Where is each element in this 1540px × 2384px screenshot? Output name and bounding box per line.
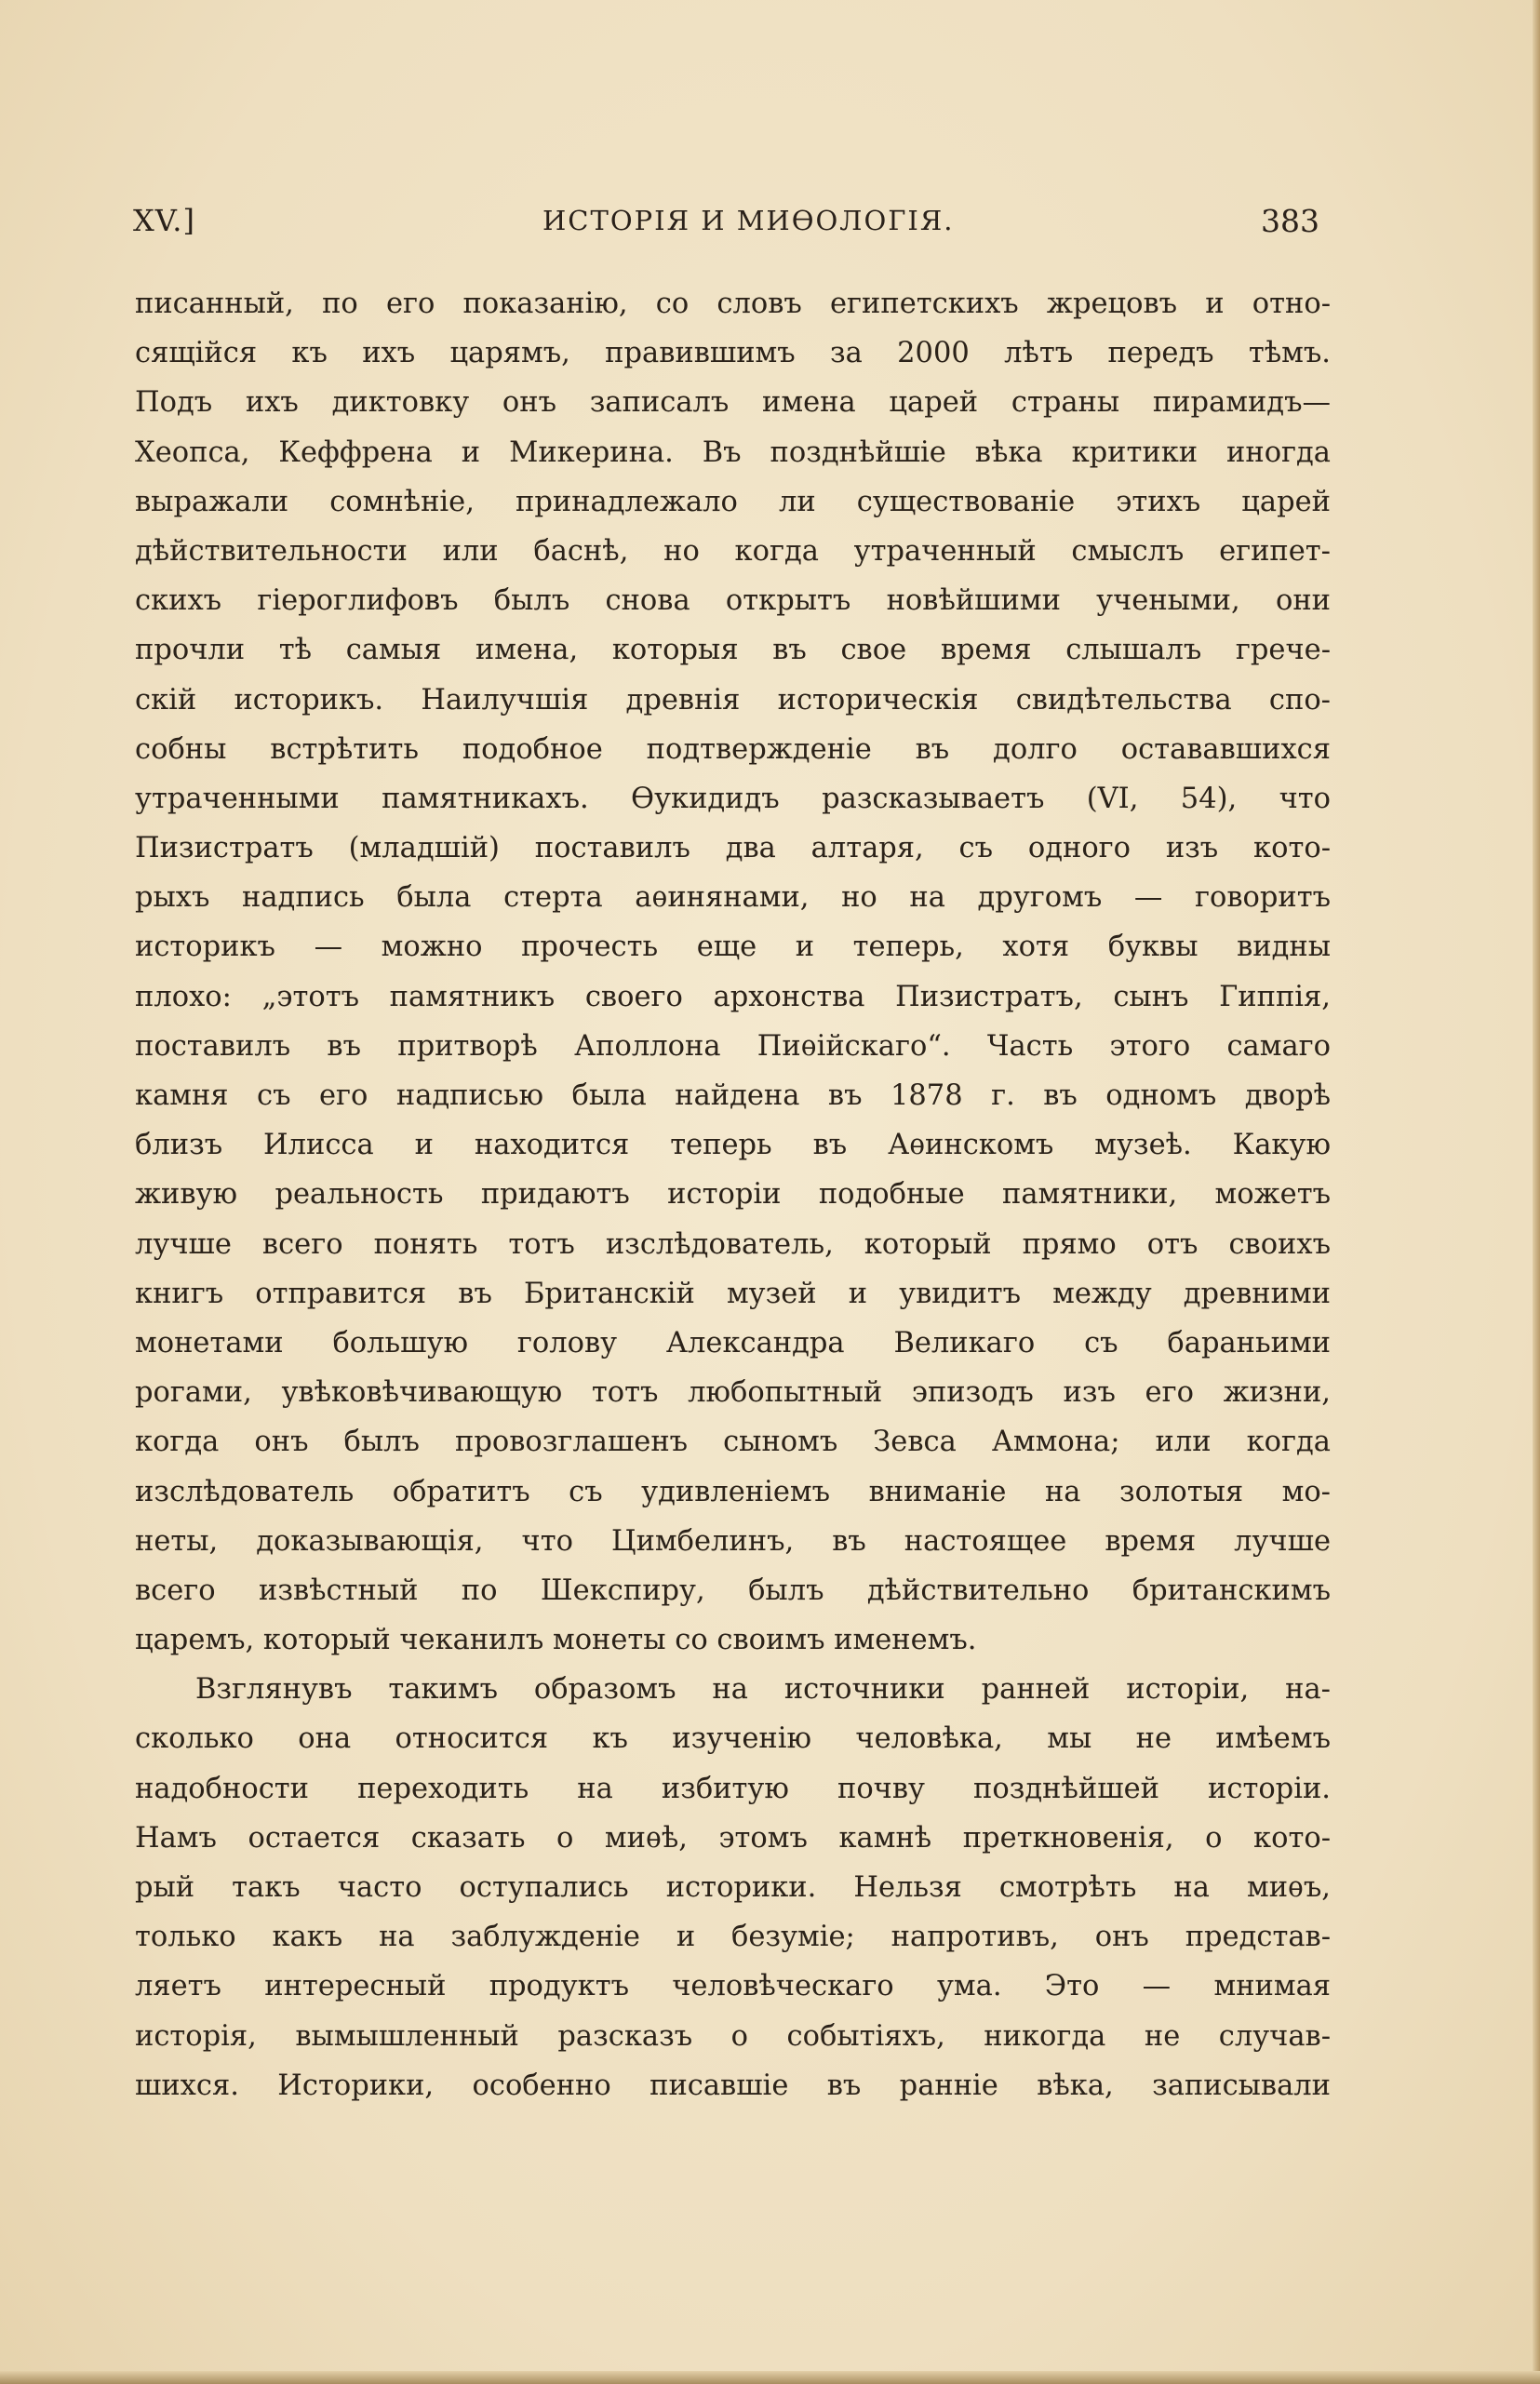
text-line: лучше всего понять тотъ изслѣдователь, который прямо отъ своихъ — [135, 1227, 1331, 1261]
text-line: исторія, вымышленный разсказъ о событіяхъ, никогда не случав- — [135, 2019, 1331, 2053]
text-line: Намъ остается сказать о миѳѣ, этомъ камнѣ преткновенія, о кото- — [135, 1821, 1331, 1855]
text-line: сящійся къ ихъ царямъ, правившимъ за 2000 лѣтъ передъ тѣмъ. — [135, 337, 1331, 370]
text-line: книгъ отправится въ Британскій музей и увидитъ между древними — [135, 1277, 1331, 1310]
text-line: собны встрѣтить подобное подтвержденіе въ долго остававшихся — [135, 732, 1331, 766]
running-header — [133, 203, 1319, 244]
text-line: рый такъ часто оступались историки. Нельзя смотрѣть на миѳъ, — [135, 1871, 1331, 1904]
text-line: живую реальность придаютъ исторіи подобные памятники, можетъ — [135, 1178, 1331, 1212]
text-line: историкъ — можно прочесть еще и теперь, хотя буквы видны — [135, 931, 1331, 964]
body-text — [135, 279, 1331, 2110]
text-line: поставилъ въ притворѣ Аполлона Пиѳійскаго“. Часть этого самаго — [135, 1029, 1331, 1063]
text-line: шихся. Историки, особенно писавшіе въ ранніе вѣка, записывали — [135, 2069, 1331, 2102]
text-line: плохо: „этотъ памятникъ своего архонства Пизистратъ, сынъ Гиппія, — [135, 980, 1331, 1013]
text-line: скій историкъ. Наилучшія древнія историческія свидѣтельства спо- — [135, 683, 1331, 717]
text-line: ляетъ интересный продуктъ человѣческаго ума. Это — мнимая — [135, 1970, 1331, 2003]
text-line: Подъ ихъ диктовку онъ записалъ имена царей страны пирамидъ— — [135, 386, 1331, 420]
running-title: ИСТОРІЯ И МИѲОЛОГІЯ. — [542, 205, 955, 236]
text-line: всего извѣстный по Шекспиру, былъ дѣйствительно британскимъ — [135, 1574, 1331, 1607]
text-line: неты, доказывающія, что Цимбелинъ, въ настоящее время лучше — [135, 1524, 1331, 1558]
text-line: изслѣдователь обратитъ съ удивленіемъ вниманіе на золотыя мо- — [135, 1475, 1331, 1508]
text-line: близъ Илисса и находится теперь въ Аѳинскомъ музеѣ. Какую — [135, 1129, 1331, 1162]
chapter-marker: XV.] — [133, 203, 195, 238]
text-line: утраченными памятникахъ. Ѳукидидъ разсказываетъ (VI, 54), что — [135, 782, 1331, 815]
text-line: скихъ гіероглифовъ былъ снова открытъ новѣйшими учеными, они — [135, 584, 1331, 618]
text-line: надобности переходить на избитую почву позднѣйшей исторіи. — [135, 1772, 1331, 1805]
text-line: монетами большую голову Александра Великаго съ бараньими — [135, 1326, 1331, 1359]
text-line: рыхъ надпись была стерта аѳинянами, но на другомъ — говоритъ — [135, 881, 1331, 915]
text-line: прочли тѣ самыя имена, которыя въ свое время слышалъ грече- — [135, 634, 1331, 667]
paragraph-last-line: царемъ, который чеканилъ монеты со своимъ именемъ. — [135, 1624, 977, 1657]
text-line: камня съ его надписью была найдена въ 1878 г. въ одномъ дворѣ — [135, 1079, 1331, 1112]
page-edge-right — [1533, 0, 1540, 2384]
text-line: писанный, по его показанію, со словъ египетскихъ жрецовъ и отно- — [135, 288, 1331, 320]
text-line: Хеопса, Кеффрена и Микерина. Въ позднѣйшіе вѣка критики иногда — [135, 435, 1331, 469]
text-line: рогами, увѣковѣчивающую тотъ любопытный эпизодъ изъ его жизни, — [135, 1376, 1331, 1410]
text-line: сколько она относится къ изученію человѣка, мы не имѣемъ — [135, 1722, 1331, 1756]
text-line: только какъ на заблужденіе и безуміе; напротивъ, онъ представ- — [135, 1921, 1331, 1954]
text-line: когда онъ былъ провозглашенъ сыномъ Зевса Аммона; или когда — [135, 1426, 1331, 1459]
page-edge-bottom — [0, 2371, 1540, 2384]
page-number: 383 — [1261, 203, 1319, 239]
text-line: Пизистратъ (младшій) поставилъ два алтаря, съ одного изъ кото- — [135, 832, 1331, 865]
text-line: выражали сомнѣніе, принадлежало ли существованіе этихъ царей — [135, 485, 1331, 518]
text-line: дѣйствительности или баснѣ, но когда утраченный смыслъ египет- — [135, 534, 1331, 568]
paragraph-first-line: Взглянувъ такимъ образомъ на источники ранней исторіи, на- — [195, 1673, 1331, 1707]
